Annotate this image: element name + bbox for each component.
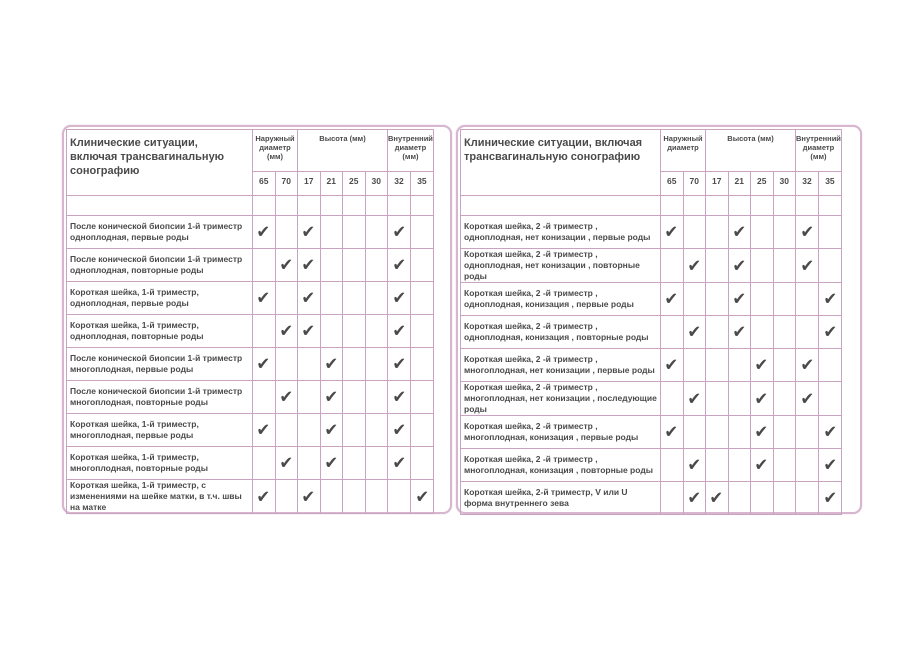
checked-cell <box>796 216 819 249</box>
empty-cell <box>365 414 388 447</box>
empty-cell <box>661 316 684 349</box>
checked-cell <box>728 249 751 283</box>
checkmark-icon: ✔ <box>823 421 837 443</box>
blank-cell <box>818 196 841 216</box>
table-row <box>461 449 842 482</box>
row-label: Короткая шейка, 2-й триместр, V или U форма внутреннего зева <box>461 482 661 515</box>
column-number: 32 <box>388 172 411 196</box>
column-number: 21 <box>728 172 751 196</box>
checkmark-icon: ✔ <box>324 353 339 375</box>
checkmark-icon: ✔ <box>687 321 702 343</box>
empty-cell <box>706 316 729 349</box>
empty-cell <box>365 381 388 414</box>
checked-cell <box>275 249 298 282</box>
checkmark-icon: ✔ <box>392 386 406 408</box>
empty-cell <box>343 216 366 249</box>
checkmark-icon: ✔ <box>256 486 271 507</box>
checkmark-icon: ✔ <box>324 452 339 474</box>
row-label: Короткая шейка, 1-й триместр, одноплодная, повторные роды <box>67 315 253 348</box>
empty-cell <box>661 449 684 482</box>
checked-cell <box>683 382 706 416</box>
checkmark-icon: ✔ <box>392 287 406 309</box>
empty-cell <box>706 449 729 482</box>
table-row <box>67 348 434 381</box>
checkmark-icon: ✔ <box>256 353 271 375</box>
empty-cell <box>253 447 276 480</box>
table-row <box>67 480 434 514</box>
row-label: После конической биопсии 1-й триместр многоплодная, повторные роды <box>67 381 253 414</box>
checkmark-icon: ✔ <box>800 221 814 243</box>
checked-cell <box>796 349 819 382</box>
empty-cell <box>773 316 796 349</box>
checkmark-icon: ✔ <box>687 255 702 276</box>
checkmark-icon: ✔ <box>324 419 339 441</box>
row-label: Короткая шейка, 1-й триместр, многоплодная, повторные роды <box>67 447 253 480</box>
empty-cell <box>773 283 796 316</box>
empty-cell <box>773 416 796 449</box>
checkmark-icon: ✔ <box>664 288 679 310</box>
checked-cell <box>253 348 276 381</box>
checkmark-icon: ✔ <box>301 320 316 342</box>
table-row <box>67 381 434 414</box>
empty-cell <box>365 480 388 514</box>
checked-cell <box>275 447 298 480</box>
column-number: 35 <box>410 172 433 196</box>
column-number: 70 <box>683 172 706 196</box>
column-group-label: Наружный диаметр (мм) <box>253 130 298 172</box>
checkmark-icon: ✔ <box>279 452 294 474</box>
table-title: Клинические ситуации, включая трансвагинальную сонографию <box>461 130 661 196</box>
table-row <box>461 249 842 283</box>
blank-cell <box>461 196 661 216</box>
empty-cell <box>343 480 366 514</box>
empty-cell <box>275 216 298 249</box>
row-label: Короткая шейка, 2 -й триместр , многоплодная, нет конизации , первые роды <box>461 349 661 382</box>
checked-cell <box>253 282 276 315</box>
empty-cell <box>818 349 841 382</box>
checked-cell <box>320 348 343 381</box>
checked-cell <box>751 449 774 482</box>
checkmark-icon: ✔ <box>754 388 769 409</box>
checked-cell <box>661 416 684 449</box>
checked-cell <box>388 447 411 480</box>
checked-cell <box>320 381 343 414</box>
checked-cell <box>661 283 684 316</box>
checked-cell <box>728 216 751 249</box>
checked-cell <box>320 414 343 447</box>
checked-cell <box>253 414 276 447</box>
empty-cell <box>773 449 796 482</box>
right-table-card <box>456 125 862 514</box>
empty-cell <box>410 447 433 480</box>
blank-cell <box>388 196 411 216</box>
blank-cell <box>320 196 343 216</box>
empty-cell <box>320 249 343 282</box>
checkmark-icon: ✔ <box>800 255 814 276</box>
empty-cell <box>661 249 684 283</box>
checkmark-icon: ✔ <box>754 421 769 443</box>
row-label: Короткая шейка, 2 -й триместр , многоплодная, нет конизации , последующие роды <box>461 382 661 416</box>
empty-cell <box>320 282 343 315</box>
table-row <box>67 282 434 315</box>
column-group-label: Внутренний диаметр (мм) <box>796 130 842 172</box>
checked-cell <box>388 381 411 414</box>
empty-cell <box>298 381 321 414</box>
checked-cell <box>706 482 729 515</box>
checked-cell <box>683 449 706 482</box>
empty-cell <box>683 349 706 382</box>
empty-cell <box>751 482 774 515</box>
checked-cell <box>683 316 706 349</box>
blank-cell <box>253 196 276 216</box>
checked-cell <box>298 282 321 315</box>
checked-cell <box>818 416 841 449</box>
column-number: 65 <box>253 172 276 196</box>
checked-cell <box>683 482 706 515</box>
empty-cell <box>773 349 796 382</box>
checkmark-icon: ✔ <box>664 221 679 243</box>
empty-cell <box>706 283 729 316</box>
empty-cell <box>773 216 796 249</box>
checked-cell <box>818 316 841 349</box>
table-row <box>67 315 434 348</box>
checked-cell <box>298 480 321 514</box>
empty-cell <box>343 249 366 282</box>
blank-cell <box>298 196 321 216</box>
spacer-row <box>67 196 434 216</box>
empty-cell <box>410 414 433 447</box>
table-row <box>67 249 434 282</box>
empty-cell <box>410 348 433 381</box>
blank-cell <box>410 196 433 216</box>
checkmark-icon: ✔ <box>392 419 406 441</box>
row-label: После конической биопсии 1-й триместр одноплодная, повторные роды <box>67 249 253 282</box>
column-group-label: Наружный диаметр <box>661 130 706 172</box>
checked-cell <box>275 381 298 414</box>
checked-cell <box>388 216 411 249</box>
empty-cell <box>275 414 298 447</box>
empty-cell <box>773 249 796 283</box>
column-group-label: Высота (мм) <box>298 130 388 172</box>
column-number: 30 <box>365 172 388 196</box>
checked-cell <box>751 416 774 449</box>
checkmark-icon: ✔ <box>823 321 837 343</box>
column-number: 25 <box>343 172 366 196</box>
checked-cell <box>751 349 774 382</box>
empty-cell <box>343 447 366 480</box>
column-number: 25 <box>751 172 774 196</box>
blank-cell <box>365 196 388 216</box>
checked-cell <box>796 382 819 416</box>
table-row <box>67 216 434 249</box>
checked-cell <box>796 249 819 283</box>
checkmark-icon: ✔ <box>687 388 702 409</box>
checked-cell <box>388 348 411 381</box>
empty-cell <box>751 249 774 283</box>
checked-cell <box>683 249 706 283</box>
row-label: После конической биопсии 1-й триместр одноплодная, первые роды <box>67 216 253 249</box>
checkmark-icon: ✔ <box>392 320 406 342</box>
checked-cell <box>751 382 774 416</box>
table-row <box>461 216 842 249</box>
empty-cell <box>388 480 411 514</box>
empty-cell <box>298 414 321 447</box>
checkmark-icon: ✔ <box>732 255 747 276</box>
blank-cell <box>343 196 366 216</box>
checked-cell <box>728 316 751 349</box>
row-label: Короткая шейка, 2 -й триместр , одноплодная, нет конизации , первые роды <box>461 216 661 249</box>
checkmark-icon: ✔ <box>800 388 814 409</box>
row-label: Короткая шейка, 2 -й триместр , многоплодная, конизация , первые роды <box>461 416 661 449</box>
empty-cell <box>706 416 729 449</box>
blank-cell <box>706 196 729 216</box>
checkmark-icon: ✔ <box>301 287 316 309</box>
empty-cell <box>343 414 366 447</box>
column-group-label: Высота (мм) <box>706 130 796 172</box>
empty-cell <box>365 348 388 381</box>
column-number: 35 <box>818 172 841 196</box>
checkmark-icon: ✔ <box>732 221 747 243</box>
column-number: 21 <box>320 172 343 196</box>
blank-cell <box>661 196 684 216</box>
empty-cell <box>298 348 321 381</box>
empty-cell <box>365 216 388 249</box>
blank-cell <box>728 196 751 216</box>
checkmark-icon: ✔ <box>823 454 837 476</box>
empty-cell <box>683 416 706 449</box>
row-label: Короткая шейка, 2 -й триместр , одноплодная, нет конизации , повторные роды <box>461 249 661 283</box>
empty-cell <box>320 216 343 249</box>
checkmark-icon: ✔ <box>324 386 339 408</box>
table-row <box>461 416 842 449</box>
empty-cell <box>706 249 729 283</box>
checkmark-icon: ✔ <box>823 487 837 509</box>
empty-cell <box>728 349 751 382</box>
checkmark-icon: ✔ <box>392 221 406 243</box>
empty-cell <box>796 416 819 449</box>
checkmark-icon: ✔ <box>256 221 271 243</box>
empty-cell <box>253 381 276 414</box>
empty-cell <box>728 382 751 416</box>
empty-cell <box>365 447 388 480</box>
blank-cell <box>67 196 253 216</box>
spacer-row <box>461 196 842 216</box>
empty-cell <box>275 348 298 381</box>
checkmark-icon: ✔ <box>754 454 769 476</box>
empty-cell <box>796 283 819 316</box>
empty-cell <box>751 316 774 349</box>
column-number: 70 <box>275 172 298 196</box>
right-clinical-table <box>460 129 842 515</box>
checked-cell <box>388 249 411 282</box>
empty-cell <box>410 282 433 315</box>
table-row <box>67 447 434 480</box>
empty-cell <box>706 216 729 249</box>
row-label: После конической биопсии 1-й триместр многоплодная, первые роды <box>67 348 253 381</box>
empty-cell <box>298 447 321 480</box>
empty-cell <box>683 216 706 249</box>
empty-cell <box>343 315 366 348</box>
empty-cell <box>410 216 433 249</box>
checkmark-icon: ✔ <box>664 421 679 443</box>
empty-cell <box>661 482 684 515</box>
table-row <box>461 382 842 416</box>
checkmark-icon: ✔ <box>279 320 294 342</box>
table-row <box>461 349 842 382</box>
empty-cell <box>343 381 366 414</box>
empty-cell <box>683 283 706 316</box>
checked-cell <box>818 482 841 515</box>
checkmark-icon: ✔ <box>823 288 837 310</box>
column-number: 17 <box>298 172 321 196</box>
checkmark-icon: ✔ <box>279 386 294 408</box>
empty-cell <box>320 315 343 348</box>
checked-cell <box>320 447 343 480</box>
checked-cell <box>298 315 321 348</box>
checkmark-icon: ✔ <box>664 354 679 376</box>
row-label: Короткая шейка, 1-й триместр, с изменениями на шейке матки, в т.ч. швы на матке <box>67 480 253 514</box>
empty-cell <box>728 416 751 449</box>
empty-cell <box>796 482 819 515</box>
checked-cell <box>253 480 276 514</box>
empty-cell <box>253 315 276 348</box>
column-number: 32 <box>796 172 819 196</box>
checkmark-icon: ✔ <box>732 321 747 343</box>
empty-cell <box>773 382 796 416</box>
checkmark-icon: ✔ <box>709 487 724 509</box>
empty-cell <box>365 315 388 348</box>
checked-cell <box>661 349 684 382</box>
empty-cell <box>253 249 276 282</box>
checkmark-icon: ✔ <box>392 452 406 474</box>
empty-cell <box>365 282 388 315</box>
checked-cell <box>388 315 411 348</box>
checkmark-icon: ✔ <box>732 288 747 310</box>
column-group-label: Внутренний диаметр (мм) <box>388 130 434 172</box>
blank-cell <box>683 196 706 216</box>
checked-cell <box>728 283 751 316</box>
checked-cell <box>661 216 684 249</box>
empty-cell <box>275 282 298 315</box>
checkmark-icon: ✔ <box>301 221 316 243</box>
header-row <box>67 130 434 172</box>
row-label: Короткая шейка, 2 -й триместр , одноплодная, конизация , первые роды <box>461 283 661 316</box>
table-row <box>461 283 842 316</box>
row-label: Короткая шейка, 2 -й триместр , многоплодная, конизация , повторные роды <box>461 449 661 482</box>
checkmark-icon: ✔ <box>256 419 271 441</box>
checkmark-icon: ✔ <box>687 454 702 476</box>
table-title: Клинические ситуации, включая трансвагинальную сонографию <box>67 130 253 196</box>
empty-cell <box>275 480 298 514</box>
left-table-card <box>62 125 452 514</box>
table-row <box>461 482 842 515</box>
blank-cell <box>796 196 819 216</box>
blank-cell <box>275 196 298 216</box>
checked-cell <box>298 216 321 249</box>
header-row <box>461 130 842 172</box>
checkmark-icon: ✔ <box>392 254 406 276</box>
empty-cell <box>410 381 433 414</box>
empty-cell <box>706 349 729 382</box>
empty-cell <box>661 382 684 416</box>
empty-cell <box>818 249 841 283</box>
empty-cell <box>728 482 751 515</box>
checkmark-icon: ✔ <box>754 354 769 376</box>
row-label: Короткая шейка, 2 -й триместр , одноплодная, конизация , повторные роды <box>461 316 661 349</box>
checkmark-icon: ✔ <box>415 486 429 507</box>
checkmark-icon: ✔ <box>301 486 316 507</box>
checked-cell <box>818 283 841 316</box>
row-label: Короткая шейка, 1-й триместр, одноплодная, первые роды <box>67 282 253 315</box>
empty-cell <box>410 249 433 282</box>
empty-cell <box>818 216 841 249</box>
checked-cell <box>388 282 411 315</box>
checked-cell <box>410 480 433 514</box>
checked-cell <box>388 414 411 447</box>
empty-cell <box>796 316 819 349</box>
empty-cell <box>773 482 796 515</box>
column-number: 65 <box>661 172 684 196</box>
checked-cell <box>298 249 321 282</box>
empty-cell <box>751 216 774 249</box>
empty-cell <box>751 283 774 316</box>
checkmark-icon: ✔ <box>301 254 316 276</box>
empty-cell <box>706 382 729 416</box>
checked-cell <box>275 315 298 348</box>
table-row <box>461 316 842 349</box>
empty-cell <box>320 480 343 514</box>
row-label: Короткая шейка, 1-й триместр, многоплодная, первые роды <box>67 414 253 447</box>
column-number: 17 <box>706 172 729 196</box>
blank-cell <box>751 196 774 216</box>
checkmark-icon: ✔ <box>687 487 702 509</box>
empty-cell <box>796 449 819 482</box>
checked-cell <box>253 216 276 249</box>
checkmark-icon: ✔ <box>392 353 406 375</box>
column-number: 30 <box>773 172 796 196</box>
empty-cell <box>818 382 841 416</box>
empty-cell <box>410 315 433 348</box>
empty-cell <box>728 449 751 482</box>
blank-cell <box>773 196 796 216</box>
empty-cell <box>343 348 366 381</box>
empty-cell <box>365 249 388 282</box>
empty-cell <box>343 282 366 315</box>
checked-cell <box>818 449 841 482</box>
table-row <box>67 414 434 447</box>
checkmark-icon: ✔ <box>279 254 294 276</box>
checkmark-icon: ✔ <box>256 287 271 309</box>
checkmark-icon: ✔ <box>800 354 814 376</box>
left-clinical-table <box>66 129 434 514</box>
